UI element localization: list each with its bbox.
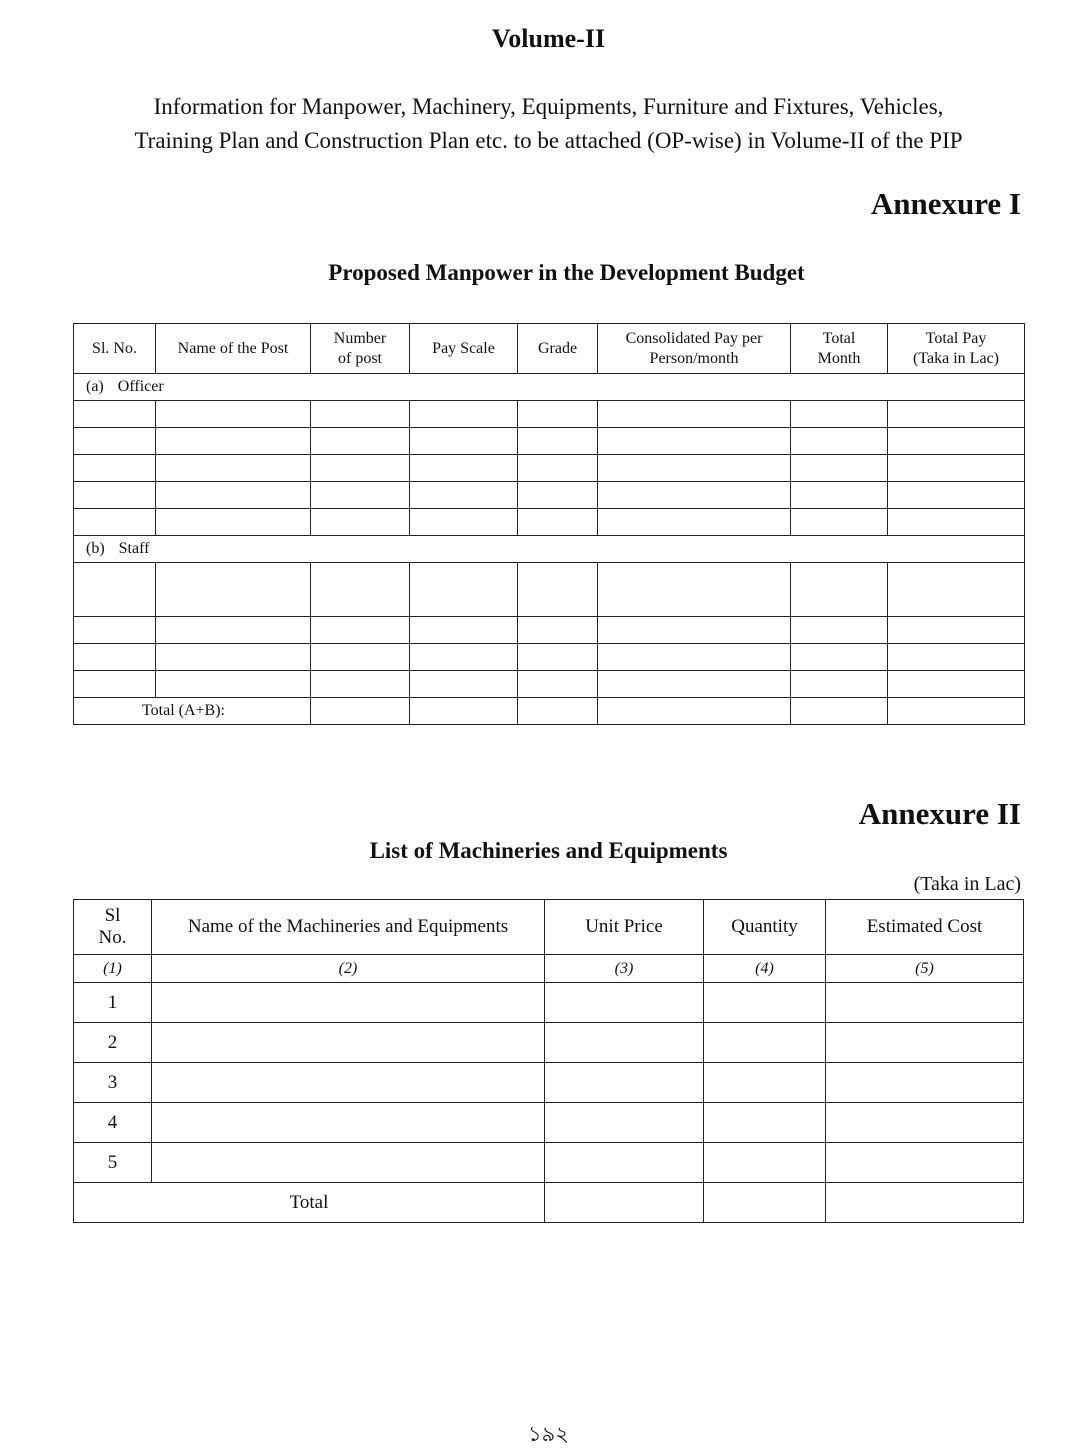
table-cell[interactable] [598, 671, 791, 698]
table-cell[interactable] [410, 644, 518, 671]
table-cell[interactable] [152, 1063, 545, 1103]
col-sl-line1: Sl [104, 905, 121, 926]
table-cell[interactable] [545, 1143, 704, 1183]
col-total-month-line2: Month [817, 349, 861, 367]
annexure-2-label: Annexure II [858, 796, 1021, 831]
table-row [74, 1023, 1024, 1063]
table-cell[interactable] [156, 671, 311, 698]
table-cell[interactable] [156, 428, 311, 455]
table-cell[interactable] [518, 698, 598, 725]
table-cell[interactable] [410, 563, 518, 617]
col-grade: Grade [518, 324, 598, 374]
col-total-month [791, 324, 888, 374]
col-total-month-line1: Total [822, 329, 856, 347]
table-cell[interactable] [704, 983, 826, 1023]
table-cell[interactable] [518, 482, 598, 509]
manpower-table-title: Proposed Manpower in the Development Budget [328, 260, 805, 285]
table-cell[interactable] [74, 563, 156, 617]
table-cell[interactable] [598, 644, 791, 671]
table-cell[interactable] [311, 428, 410, 455]
table-cell[interactable] [704, 1183, 826, 1223]
section-staff-mark: (b) [86, 540, 105, 557]
col-total-pay [888, 324, 1025, 374]
table-cell[interactable] [518, 563, 598, 617]
table-cell[interactable] [704, 1023, 826, 1063]
row-number: 2 [74, 1023, 152, 1063]
table-cell[interactable] [152, 983, 545, 1023]
section-officer [74, 374, 1025, 401]
table-cell[interactable] [826, 983, 1024, 1023]
table-cell[interactable] [311, 509, 410, 536]
table-cell[interactable] [410, 509, 518, 536]
col-sl [74, 900, 152, 955]
table-cell[interactable] [311, 644, 410, 671]
officer-row [74, 482, 1025, 509]
table-cell[interactable] [156, 482, 311, 509]
table-cell[interactable] [518, 644, 598, 671]
column-number: (1) [74, 955, 152, 983]
table-cell[interactable] [704, 1103, 826, 1143]
table-cell[interactable] [74, 401, 156, 428]
intro-text [60, 90, 1037, 158]
table-cell[interactable] [888, 455, 1025, 482]
table-cell[interactable] [156, 563, 311, 617]
machinery-table-title: List of Machineries and Equipments [369, 838, 728, 863]
table-cell[interactable] [545, 1063, 704, 1103]
table-cell[interactable] [74, 509, 156, 536]
annexure-1-label: Annexure I [870, 186, 1021, 221]
table-cell[interactable] [74, 617, 156, 644]
col-consolidated-line1: Consolidated Pay per [625, 329, 763, 347]
table-cell[interactable] [518, 617, 598, 644]
col-number-of-post [311, 324, 410, 374]
table-cell[interactable] [888, 644, 1025, 671]
table-cell[interactable] [518, 401, 598, 428]
table-cell[interactable] [598, 401, 791, 428]
col-consolidated-pay [598, 324, 791, 374]
officer-row [74, 428, 1025, 455]
table-cell[interactable] [791, 509, 888, 536]
table-cell[interactable] [410, 617, 518, 644]
table-cell[interactable] [152, 1143, 545, 1183]
table-row [74, 1063, 1024, 1103]
table-cell[interactable] [791, 671, 888, 698]
column-number-row [74, 955, 1024, 983]
machinery-total-label: Total [74, 1183, 545, 1223]
table-cell[interactable] [791, 617, 888, 644]
manpower-total-row [74, 698, 1025, 725]
table-cell[interactable] [152, 1103, 545, 1143]
col-total-pay-line2: (Taka in Lac) [913, 349, 999, 367]
column-number: (2) [152, 955, 545, 983]
table-cell[interactable] [791, 428, 888, 455]
column-number: (4) [704, 955, 826, 983]
officer-row [74, 509, 1025, 536]
table-cell[interactable] [545, 1103, 704, 1143]
table-cell[interactable] [156, 617, 311, 644]
table-cell[interactable] [518, 455, 598, 482]
table-cell[interactable] [704, 1063, 826, 1103]
table-cell[interactable] [826, 1183, 1024, 1223]
table-cell[interactable] [311, 455, 410, 482]
row-number: 1 [74, 983, 152, 1023]
col-machinery-name: Name of the Machineries and Equipments [152, 900, 545, 955]
table-cell[interactable] [518, 671, 598, 698]
section-staff [74, 536, 1025, 563]
table-cell[interactable] [518, 428, 598, 455]
table-cell[interactable] [545, 1183, 704, 1223]
table-cell[interactable] [888, 563, 1025, 617]
table-cell[interactable] [826, 1063, 1024, 1103]
table-cell[interactable] [888, 698, 1025, 725]
officer-row [74, 401, 1025, 428]
table-cell[interactable] [791, 644, 888, 671]
table-cell[interactable] [311, 482, 410, 509]
col-sl-no: Sl. No. [74, 324, 156, 374]
table-cell[interactable] [598, 698, 791, 725]
table-cell[interactable] [598, 563, 791, 617]
table-cell[interactable] [888, 482, 1025, 509]
col-quantity: Quantity [704, 900, 826, 955]
table-cell[interactable] [410, 482, 518, 509]
table-cell[interactable] [311, 617, 410, 644]
section-officer-label: Officer [117, 378, 164, 395]
manpower-header-row [74, 324, 1025, 374]
table-cell[interactable] [791, 401, 888, 428]
manpower-table [73, 323, 1025, 725]
table-cell[interactable] [826, 1143, 1024, 1183]
table-cell[interactable] [888, 671, 1025, 698]
row-number: 5 [74, 1143, 152, 1183]
column-number: (3) [545, 955, 704, 983]
machinery-header-row [74, 900, 1024, 955]
row-number: 4 [74, 1103, 152, 1143]
table-cell[interactable] [311, 563, 410, 617]
table-cell[interactable] [826, 1023, 1024, 1063]
table-cell[interactable] [410, 698, 518, 725]
table-cell[interactable] [704, 1143, 826, 1183]
col-sl-line2: No. [98, 927, 127, 948]
staff-row [74, 617, 1025, 644]
table-cell[interactable] [74, 671, 156, 698]
table-cell[interactable] [598, 428, 791, 455]
page-number: ১৯২ [528, 1422, 569, 1446]
staff-row [74, 671, 1025, 698]
col-unit-price: Unit Price [545, 900, 704, 955]
col-number-line1: Number [333, 329, 387, 347]
unit-note: (Taka in Lac) [913, 873, 1021, 895]
col-estimated-cost: Estimated Cost [826, 900, 1024, 955]
table-cell[interactable] [156, 509, 311, 536]
table-cell[interactable] [888, 401, 1025, 428]
intro-line-1: Information for Manpower, Machinery, Equipments, Furniture and Fixtures, Vehicles, [153, 94, 944, 119]
table-cell[interactable] [410, 671, 518, 698]
machinery-table [73, 899, 1024, 1223]
section-staff-row [74, 536, 1025, 563]
table-cell[interactable] [888, 617, 1025, 644]
section-officer-row [74, 374, 1025, 401]
machinery-total-row [74, 1183, 1024, 1223]
table-cell[interactable] [518, 509, 598, 536]
section-officer-mark: (a) [86, 378, 104, 395]
table-row [74, 983, 1024, 1023]
table-cell[interactable] [826, 1103, 1024, 1143]
table-cell[interactable] [598, 455, 791, 482]
row-number: 3 [74, 1063, 152, 1103]
table-cell[interactable] [545, 983, 704, 1023]
table-cell[interactable] [598, 509, 791, 536]
staff-row [74, 563, 1025, 617]
table-row [74, 1103, 1024, 1143]
table-cell[interactable] [791, 563, 888, 617]
table-cell[interactable] [410, 401, 518, 428]
table-cell[interactable] [74, 455, 156, 482]
officer-row [74, 455, 1025, 482]
table-cell[interactable] [311, 401, 410, 428]
column-number: (5) [826, 955, 1024, 983]
col-pay-scale: Pay Scale [410, 324, 518, 374]
volume-title: Volume-II [491, 24, 606, 53]
table-cell[interactable] [598, 482, 791, 509]
table-cell[interactable] [545, 1023, 704, 1063]
col-number-line2: of post [338, 349, 382, 367]
table-cell[interactable] [152, 1023, 545, 1063]
intro-line-2: Training Plan and Construction Plan etc. to be attached (OP-wise) in Volume-II of the PIP [134, 128, 963, 153]
table-cell[interactable] [311, 671, 410, 698]
manpower-total-label: Total (A+B): [74, 698, 311, 725]
table-cell[interactable] [74, 644, 156, 671]
staff-row [74, 644, 1025, 671]
table-cell[interactable] [156, 644, 311, 671]
table-row [74, 1143, 1024, 1183]
table-cell[interactable] [888, 509, 1025, 536]
table-cell[interactable] [156, 401, 311, 428]
col-post-name: Name of the Post [156, 324, 311, 374]
table-cell[interactable] [791, 455, 888, 482]
table-cell[interactable] [888, 428, 1025, 455]
table-cell[interactable] [156, 455, 311, 482]
table-cell[interactable] [311, 698, 410, 725]
table-cell[interactable] [598, 617, 791, 644]
table-cell[interactable] [791, 698, 888, 725]
col-total-pay-line1: Total Pay [925, 329, 987, 347]
table-cell[interactable] [410, 428, 518, 455]
table-cell[interactable] [74, 428, 156, 455]
col-consolidated-line2: Person/month [649, 349, 739, 367]
table-cell[interactable] [74, 482, 156, 509]
section-staff-label: Staff [118, 540, 150, 557]
table-cell[interactable] [791, 482, 888, 509]
table-cell[interactable] [410, 455, 518, 482]
